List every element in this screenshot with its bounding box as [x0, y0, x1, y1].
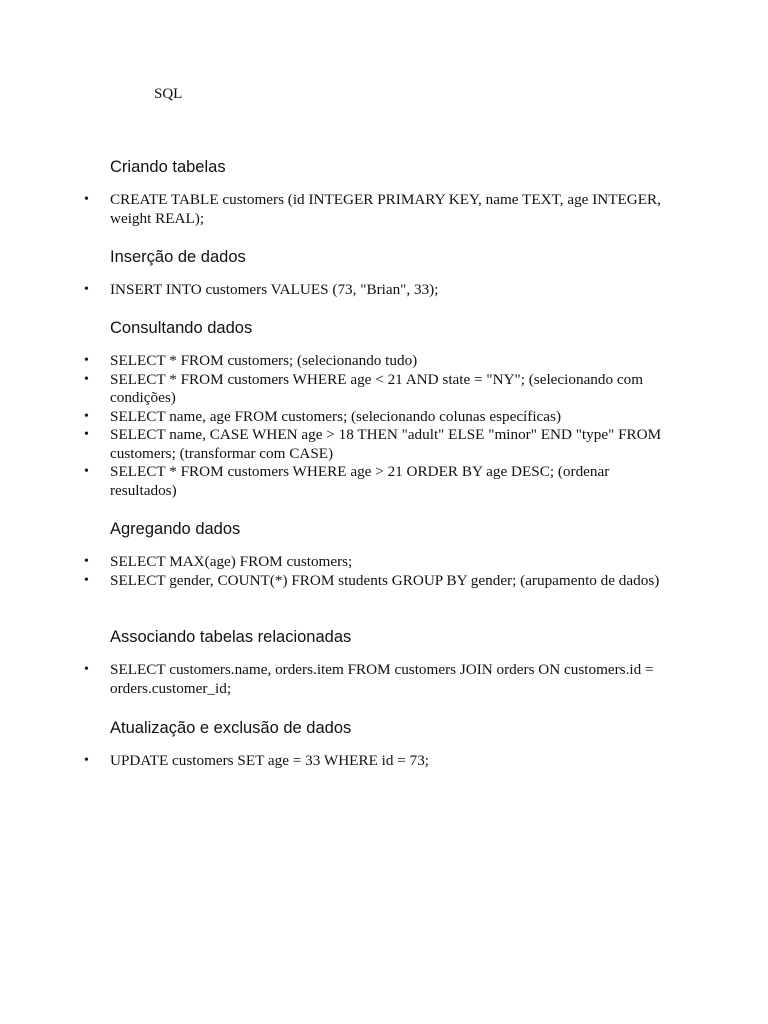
section-agregando-dados — [84, 519, 674, 590]
list-item — [84, 572, 674, 591]
bullet-icon: • — [84, 662, 89, 677]
list-item — [84, 408, 674, 427]
section-associando-tabelas — [84, 627, 674, 698]
list-item — [84, 752, 674, 771]
list-item — [84, 371, 674, 408]
section-atualizacao-exclusao — [84, 718, 674, 771]
list-item-text: SELECT customers.name, orders.item FROM customers JOIN orders ON customers.id = orders.customer_id; — [110, 661, 654, 697]
list-item — [84, 352, 674, 371]
section-heading: Atualização e exclusão de dados — [110, 719, 352, 737]
list-item — [84, 553, 674, 572]
bullet-icon: • — [84, 408, 89, 424]
list-item-text: SELECT * FROM customers; (selecionando tudo) — [110, 352, 418, 369]
list-item-text: SELECT name, CASE WHEN age > 18 THEN "adult" ELSE "minor" END "type" FROM customers; (transformar com CASE) — [110, 426, 662, 462]
list-item-text: SELECT name, age FROM customers; (selecionando colunas específicas) — [110, 407, 562, 425]
bullet-list — [84, 752, 674, 771]
list-item — [84, 661, 674, 698]
list-item-text: UPDATE customers SET age = 33 WHERE id = 73; — [110, 752, 430, 769]
bullet-icon: • — [84, 572, 89, 588]
bullet-icon: • — [84, 371, 89, 387]
section-heading: Associando tabelas relacionadas — [110, 628, 352, 646]
bullet-icon: • — [84, 554, 89, 569]
list-item — [84, 281, 674, 300]
bullet-icon: • — [84, 353, 89, 368]
list-item — [84, 191, 674, 228]
bullet-list — [84, 281, 674, 300]
list-item-text: SELECT * FROM customers WHERE age < 21 AND state = "NY"; (selecionando com condições) — [110, 370, 644, 406]
list-item-text: INSERT INTO customers VALUES (73, "Brian", 33); — [110, 281, 439, 298]
section-insercao-de-dados — [84, 247, 674, 300]
section-heading: Agregando dados — [110, 520, 241, 538]
section-criando-tabelas — [84, 157, 674, 228]
bullet-icon: • — [84, 753, 89, 768]
list-item-text: SELECT MAX(age) FROM customers; — [110, 553, 353, 570]
bullet-icon: • — [84, 282, 89, 297]
bullet-list — [84, 553, 674, 590]
bullet-list — [84, 191, 674, 228]
bullet-icon: • — [84, 427, 89, 442]
list-item-text: CREATE TABLE customers (id INTEGER PRIMARY KEY, name TEXT, age INTEGER, weight REAL); — [110, 191, 661, 227]
section-consultando-dados — [84, 318, 674, 500]
section-heading: Criando tabelas — [110, 158, 226, 176]
list-item — [84, 463, 674, 500]
list-item — [84, 426, 674, 463]
list-item-text: SELECT gender, COUNT(*) FROM students GROUP BY gender; (arupamento de dados) — [110, 571, 660, 589]
bullet-list — [84, 352, 674, 500]
section-heading: Inserção de dados — [110, 248, 246, 266]
bullet-icon: • — [84, 192, 89, 207]
section-heading: Consultando dados — [110, 319, 253, 337]
bullet-icon: • — [84, 464, 89, 479]
list-item-text: SELECT * FROM customers WHERE age > 21 ORDER BY age DESC; (ordenar resultados) — [110, 463, 610, 499]
bullet-list — [84, 661, 674, 698]
document-title: SQL — [154, 86, 183, 102]
